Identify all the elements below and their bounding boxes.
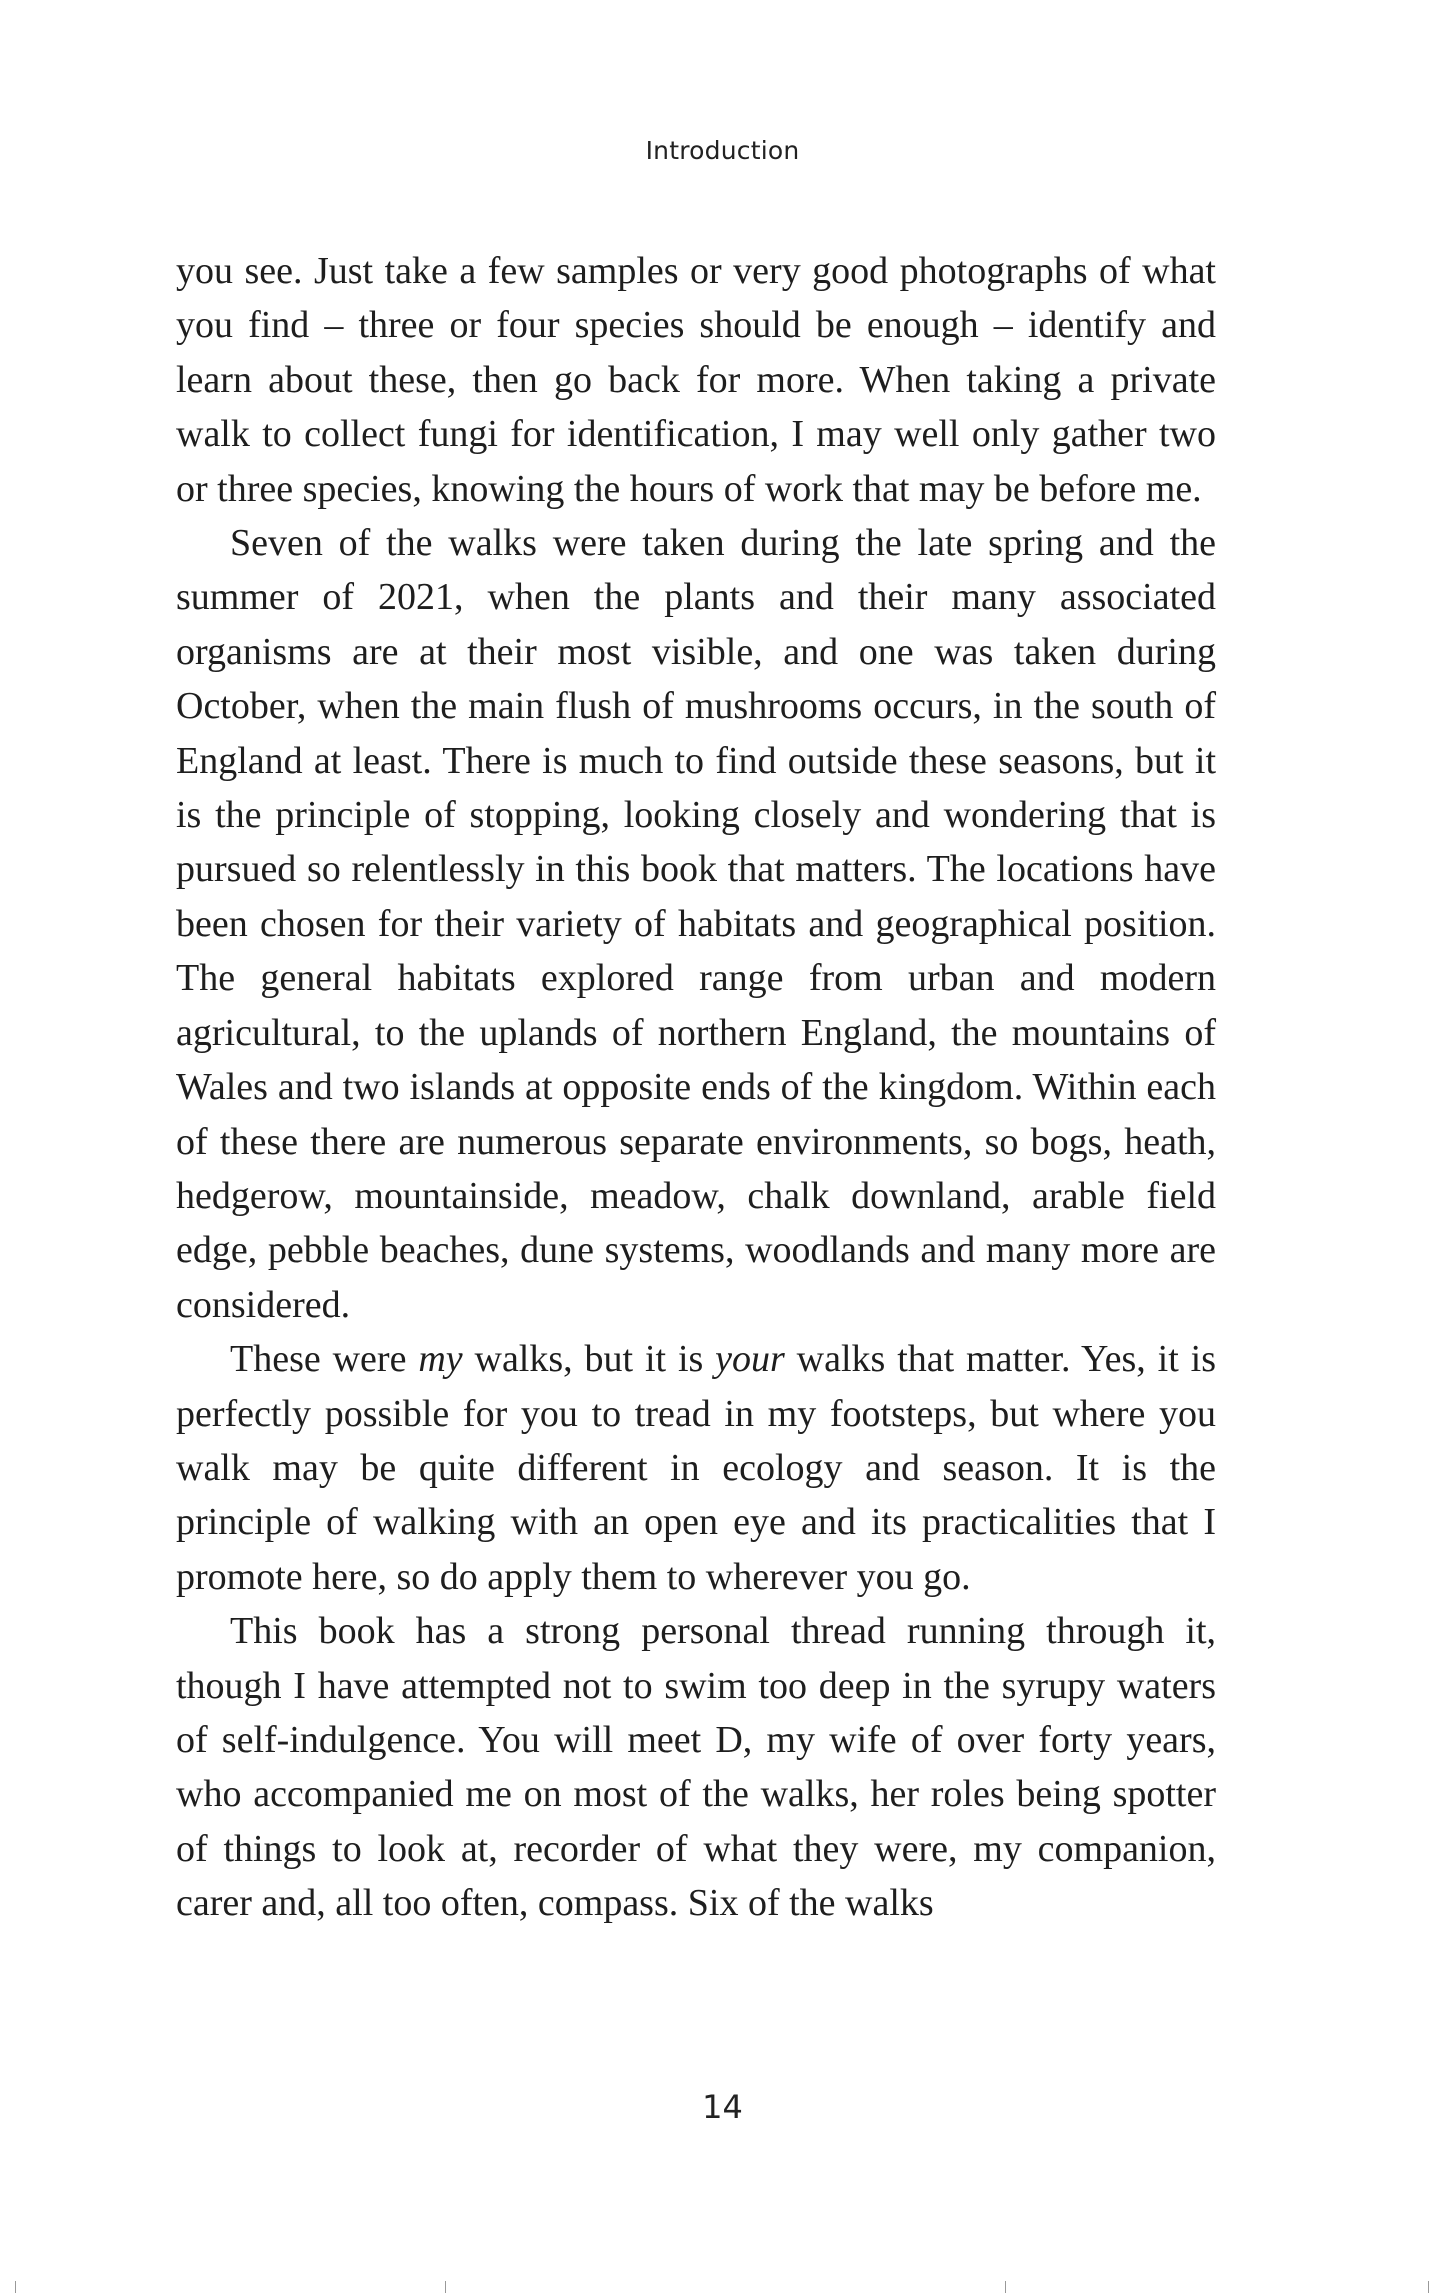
paragraph-3-text-c: walks that matter. Yes, it is perfectly possible for you to tread in my footsteps, but where you walk may be quite different in ecology and season. It is the principle of walking with an open eye and its practicalities that I promote here, so do apply them to wherever you go. xyxy=(176,1338,1216,1598)
paragraph-3-text-b: walks, but it is xyxy=(462,1338,716,1381)
body-text xyxy=(176,244,1216,1931)
paragraph-3 xyxy=(176,1332,1216,1604)
paragraph-2: Seven of the walks were taken during the late spring and the summer of 2021, when the plants and their many associated organisms are at their most visible, and one was taken during October, when the main flush of mushrooms occurs, in the south of England at least. There is much to find outside these seasons, but it is the principle of stopping, looking closely and wondering that is pursued so relentlessly in this book that matters. The locations have been chosen for their variety of habitats and geographical position. The general habitats explored range from urban and modern agricultural, to the uplands of northern England, the mountains of Wales and two islands at opposite ends of the kingdom. Within each of these there are numerous separate environments, so bogs, heath, hedgerow, mountainside, meadow, chalk downland, arable field edge, pebble beaches, dune systems, woodlands and many more are considered. xyxy=(176,522,1216,1326)
paragraph-3-text-a: These were xyxy=(230,1338,419,1381)
crop-mark-center-left xyxy=(445,2281,446,2293)
paragraph-1: you see. Just take a few samples or very good photographs of what you find – three or four species should be enough – identify and learn about these, then go back for more. When taking a private walk to collect fungi for identification, I may well only gather two or three species, knowing the hours of work that may be before me. xyxy=(176,250,1216,510)
crop-mark-right xyxy=(1428,2281,1429,2293)
paragraph-4: This book has a strong personal thread running through it, though I have attempted not to swim too deep in the syrupy waters of self-indulgence. You will meet D, my wife of over forty years, who accompanied me on most of the walks, her roles being spotter of things to look at, recorder of what they were, my companion, carer and, all too often, compass. Six of the walks xyxy=(176,1610,1216,1925)
emphasis-your: your xyxy=(715,1338,785,1381)
page-number: 14 xyxy=(702,2088,743,2126)
crop-mark-left xyxy=(15,2281,16,2293)
emphasis-my: my xyxy=(418,1338,463,1381)
running-head: Introduction xyxy=(645,136,800,165)
crop-mark-center-right xyxy=(1005,2281,1006,2293)
